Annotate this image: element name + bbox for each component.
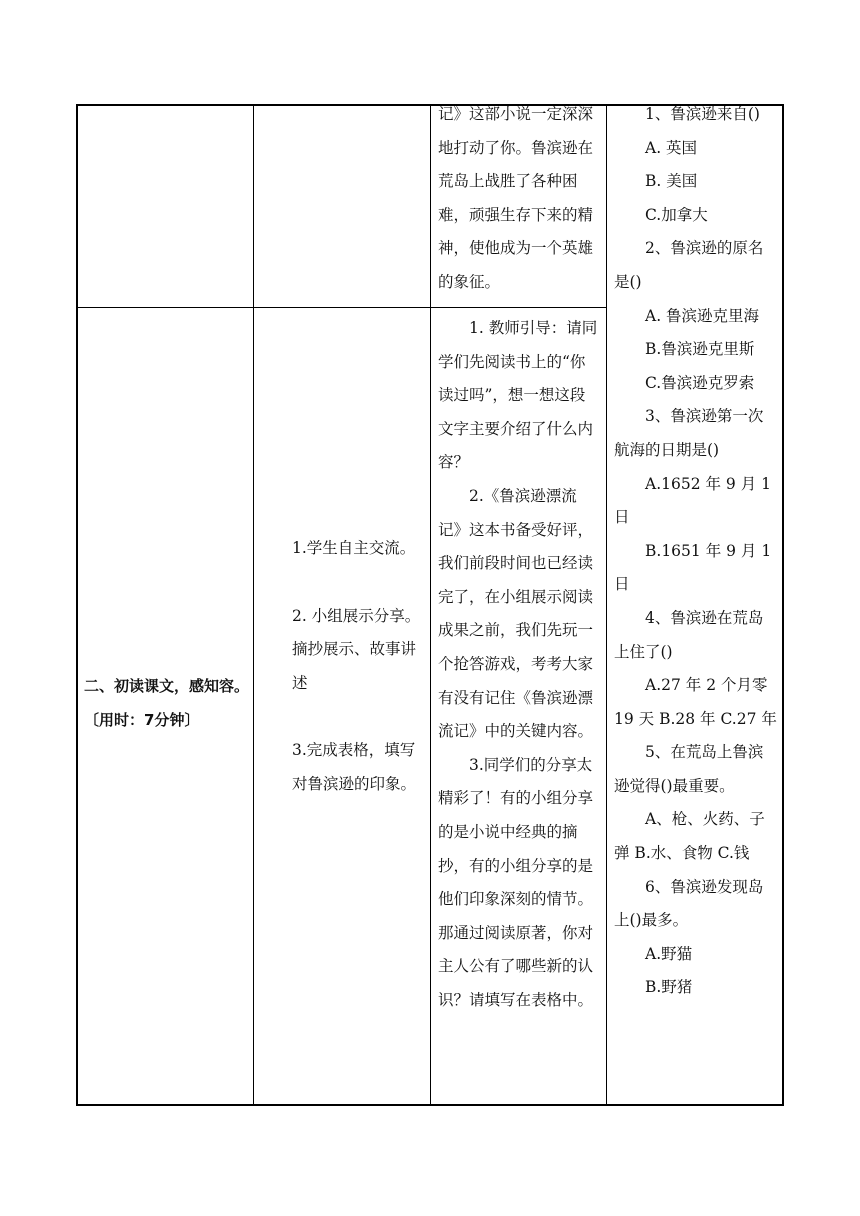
quiz-line: 2、鲁滨逊的原名是() [614,239,764,291]
quiz-line: 1、鲁滨逊来自() [645,105,760,123]
quiz-line: 6、鲁滨逊发现岛上()最多。 [614,877,764,930]
column-divider-2 [430,104,431,1106]
quiz-line: A. 鲁滨逊克里海 [645,306,760,325]
quiz-line: B.野猪 [645,978,693,997]
quiz-line: B.鲁滨逊克里斯 [645,340,755,359]
student-activity-1: 1.学生自主交流。 [292,539,416,557]
table-left-border [76,104,78,1106]
teacher-step-2: 2.《鲁滨逊漂流记》这本书备受好评，我们前段时间也已经读完了，在小组展示阅读成果之前，我们先玩一个抢答游戏，考考大家有没有记住《鲁滨逊漂流记》中的关键内容。 [438,486,594,741]
quiz-line: C.加拿大 [645,205,708,224]
student-activities-cell [261,532,425,802]
section-title: 二、初读课文，感知容。〔用时：7分钟〕 [84,677,250,729]
quiz-line: 4、鲁滨逊在荒岛上住了() [614,608,764,661]
quiz-line: A.野猫 [645,944,693,963]
column-divider-3 [606,104,607,1106]
section-title-cell [84,669,252,737]
teacher-text-continued [438,98,600,300]
quiz-line: A、枪、火药、子弹 B.水、食物 C.钱 [614,810,765,863]
teacher-guidance-cell [438,312,600,1017]
teacher-step-1: 1. 教师引导：请同学们先阅读书上的“你读过吗”，想一想这段文字主要介绍了什么内容？ [438,319,598,472]
teacher-paragraph: 记》这部小说一定深深地打动了你。鲁滨逊在荒岛上战胜了各种困难，顽强生存下来的精神，使他成为一个英雄的象征。 [438,105,594,291]
quiz-questions-cell [614,98,778,1005]
quiz-line: B.1651 年 9 月 1 日 [614,541,772,594]
quiz-line: B. 美国 [645,172,698,191]
quiz-line: C.鲁滨逊克罗索 [645,373,755,392]
row-divider [76,307,607,308]
quiz-line: A.1652 年 9 月 1 日 [614,474,771,527]
table-right-border [782,104,784,1106]
student-activity-3: 3.完成表格，填写对鲁滨逊的印象。 [292,741,417,793]
column-divider-1 [253,104,254,1106]
quiz-line: 3、鲁滨逊第一次航海的日期是() [614,407,764,459]
quiz-line: A.27 年 2 个月零 19 天 B.28 年 C.27 年 [614,676,777,728]
quiz-line: 5、在荒岛上鲁滨逊觉得()最重要。 [614,743,764,795]
student-activity-note: 摘抄展示、故事讲述 [292,640,417,692]
teacher-step-3: 3.同学们的分享太精彩了！有的小组分享的是小说中经典的摘抄，有的小组分享的是他们印象深刻的情节。那通过阅读原著，你对主人公有了哪些新的认识？请填写在表格中。 [438,755,594,1009]
lesson-plan-table [76,104,784,1106]
quiz-line: A. 英国 [645,138,698,157]
student-activity-2: 2. 小组展示分享。 [292,606,421,625]
